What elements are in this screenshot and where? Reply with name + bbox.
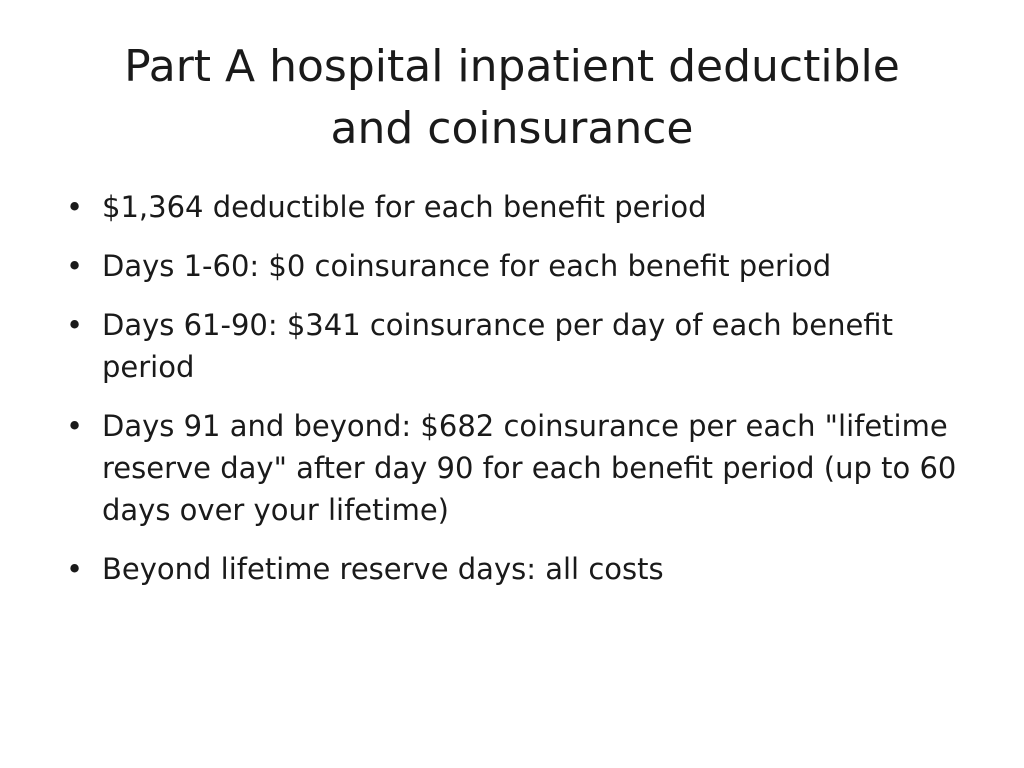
bullet-item-deductible — [62, 186, 982, 228]
bullet-item-days-1-60 — [62, 245, 982, 287]
bullet-icon: • — [66, 308, 84, 342]
bullet-icon: • — [66, 249, 84, 283]
bullet-list — [62, 186, 982, 607]
slide-title — [60, 36, 964, 160]
bullet-text: Days 1-60: $0 coinsurance for each benefit period — [102, 249, 832, 283]
slide-title-line-1: Part A hospital inpatient deductible — [124, 41, 900, 92]
bullet-icon: • — [66, 409, 84, 443]
bullet-text: Beyond lifetime reserve days: all costs — [102, 552, 664, 586]
bullet-text: $1,364 deductible for each benefit period — [102, 190, 707, 224]
bullet-text: Days 91 and beyond: $682 coinsurance per each "lifetime reserve day" after day 90 for each benefit period (up to 60 days over your lifetime) — [102, 409, 957, 527]
bullet-item-days-61-90 — [62, 304, 982, 388]
bullet-icon: • — [66, 552, 84, 586]
bullet-item-beyond-reserve — [62, 548, 982, 590]
bullet-icon: • — [66, 190, 84, 224]
bullet-text: Days 61-90: $341 coinsurance per day of each benefit period — [102, 308, 893, 384]
slide-title-line-2: and coinsurance — [330, 103, 694, 154]
bullet-item-days-91-beyond — [62, 405, 982, 531]
